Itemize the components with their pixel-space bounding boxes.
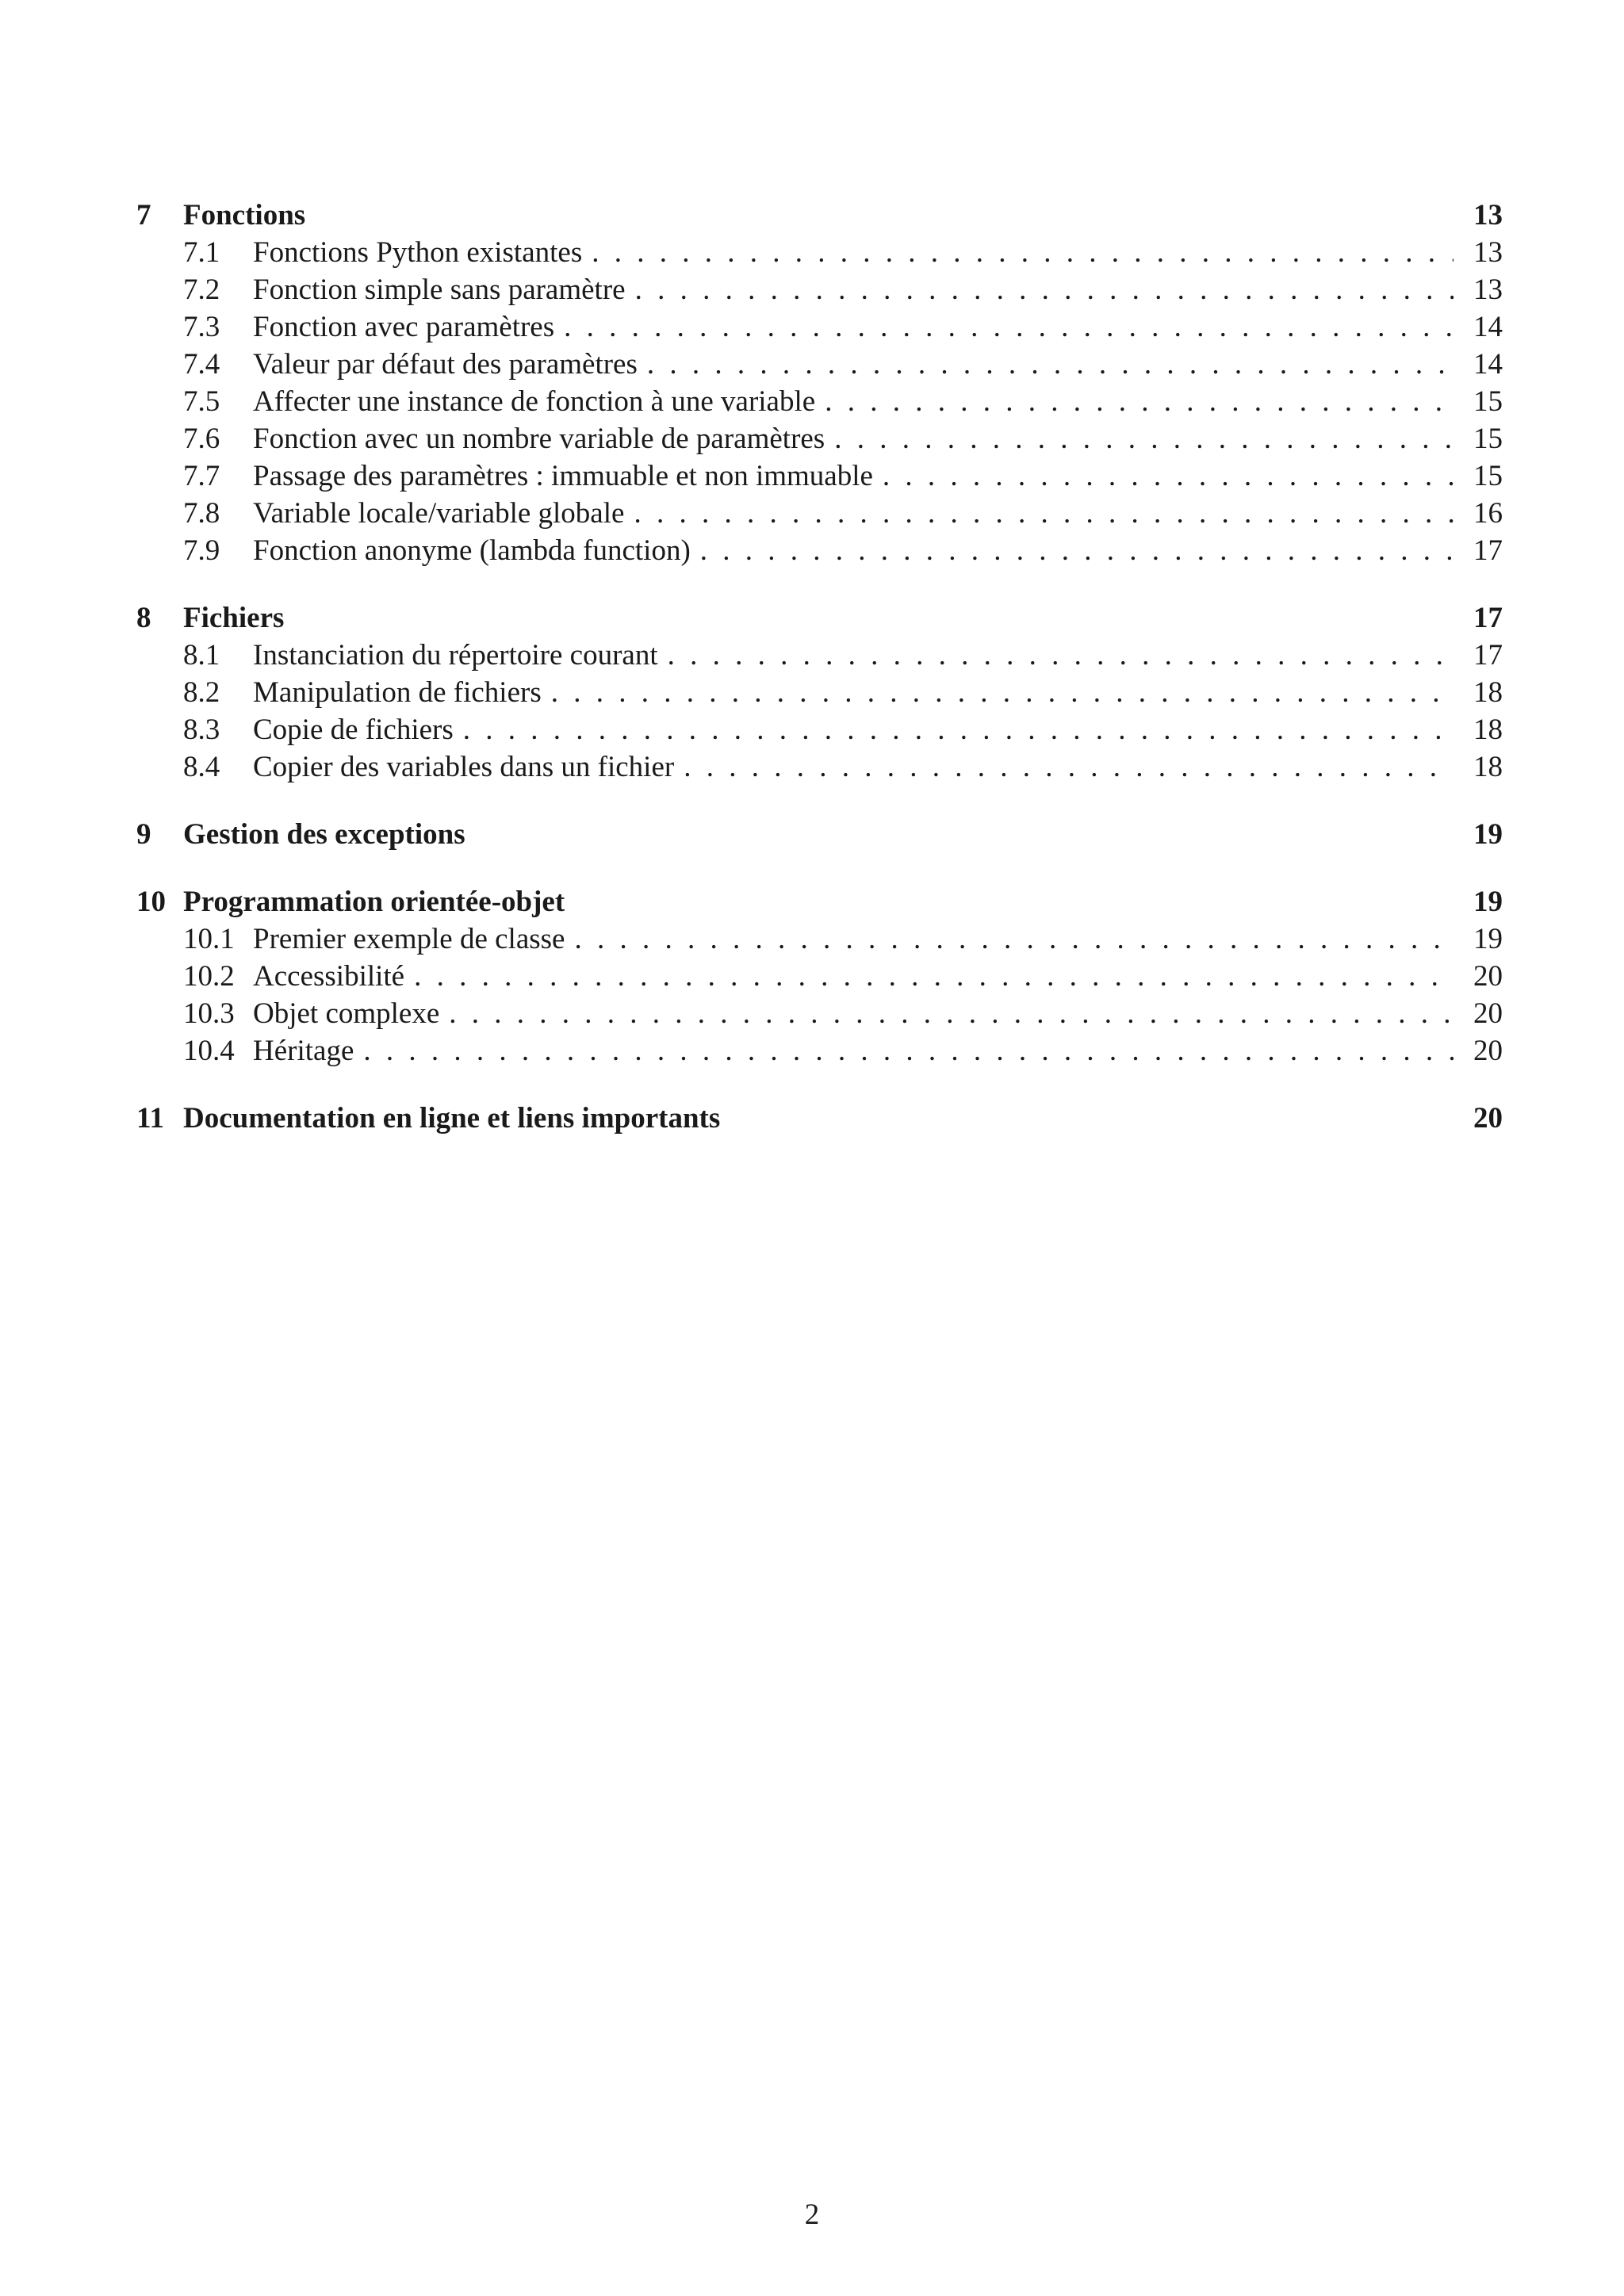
section-page: 20	[1473, 1102, 1503, 1135]
subsection-title: Fonction simple sans paramètre	[253, 274, 626, 306]
toc-section-entry[interactable]	[136, 1100, 1503, 1137]
subsection-number: 7.2	[183, 274, 220, 306]
toc-subsection-entry[interactable]	[136, 958, 1503, 995]
toc-section-entry[interactable]	[136, 197, 1503, 234]
subsection-title: Manipulation de fichiers	[253, 676, 542, 709]
section-title: Gestion des exceptions	[183, 818, 465, 851]
toc-subsection-entry[interactable]	[136, 495, 1503, 532]
subsection-page: 19	[1473, 923, 1503, 955]
section-number: 10	[136, 886, 166, 918]
subsection-page: 17	[1473, 534, 1503, 567]
subsection-number: 7.9	[183, 534, 220, 567]
section-page: 19	[1473, 886, 1503, 918]
section-page: 13	[1473, 199, 1503, 232]
dot-leader	[414, 958, 1454, 995]
subsection-number: 8.4	[183, 751, 220, 783]
subsection-number: 10.3	[183, 997, 235, 1030]
subsection-number: 10.1	[183, 923, 235, 955]
toc-subsection-entry[interactable]	[136, 346, 1503, 383]
toc-section	[136, 599, 1503, 786]
subsection-number: 7.3	[183, 311, 220, 343]
dot-leader	[574, 920, 1454, 958]
dot-leader	[834, 420, 1454, 457]
subsection-title: Valeur par défaut des paramètres	[253, 348, 638, 381]
toc-section-entry[interactable]	[136, 883, 1503, 920]
dot-leader	[449, 995, 1454, 1032]
toc-subsection-entry[interactable]	[136, 995, 1503, 1032]
subsection-page: 14	[1473, 311, 1503, 343]
subsection-title: Passage des paramètres : immuable et non immuable	[253, 460, 873, 492]
section-page: 19	[1473, 818, 1503, 851]
toc-subsection-entry[interactable]	[136, 308, 1503, 346]
subsection-page: 13	[1473, 274, 1503, 306]
subsection-title: Héritage	[253, 1035, 354, 1067]
subsection-page: 15	[1473, 423, 1503, 455]
subsection-number: 7.4	[183, 348, 220, 381]
dot-leader	[684, 748, 1454, 786]
toc-section	[136, 816, 1503, 853]
dot-leader	[647, 346, 1454, 383]
subsection-title: Fonction anonyme (lambda function)	[253, 534, 691, 567]
subsection-number: 7.1	[183, 236, 220, 269]
toc-subsection-entry[interactable]	[136, 420, 1503, 457]
subsection-number: 8.2	[183, 676, 220, 709]
section-number: 7	[136, 199, 151, 232]
subsection-page: 18	[1473, 676, 1503, 709]
toc-subsection-entry[interactable]	[136, 1032, 1503, 1070]
subsection-page: 14	[1473, 348, 1503, 381]
subsection-page: 16	[1473, 497, 1503, 530]
section-title: Documentation en ligne et liens importants	[183, 1102, 721, 1135]
dot-leader	[700, 532, 1454, 569]
section-number: 8	[136, 602, 151, 634]
toc-section	[136, 883, 1503, 1070]
subsection-page: 17	[1473, 639, 1503, 672]
subsection-page: 20	[1473, 960, 1503, 993]
subsection-page: 18	[1473, 714, 1503, 746]
subsection-number: 7.8	[183, 497, 220, 530]
subsection-title: Variable locale/variable globale	[253, 497, 625, 530]
section-title: Fonctions	[183, 199, 306, 232]
subsection-page: 20	[1473, 997, 1503, 1030]
subsection-page: 18	[1473, 751, 1503, 783]
subsection-title: Fonction avec paramètres	[253, 311, 555, 343]
toc-subsection-entry[interactable]	[136, 457, 1503, 495]
subsection-title: Instanciation du répertoire courant	[253, 639, 658, 672]
subsection-title: Fonction avec un nombre variable de paramètres	[253, 423, 825, 455]
section-title: Programmation orientée-objet	[183, 886, 565, 918]
toc-section	[136, 1100, 1503, 1137]
subsection-number: 7.5	[183, 385, 220, 418]
dot-leader	[634, 495, 1454, 532]
dot-leader	[635, 271, 1454, 308]
dot-leader	[592, 234, 1454, 271]
toc-subsection-entry[interactable]	[136, 748, 1503, 786]
subsection-number: 7.7	[183, 460, 220, 492]
toc-subsection-entry[interactable]	[136, 532, 1503, 569]
subsection-page: 13	[1473, 236, 1503, 269]
subsection-title: Copie de fichiers	[253, 714, 454, 746]
toc-subsection-entry[interactable]	[136, 271, 1503, 308]
section-title: Fichiers	[183, 602, 285, 634]
subsection-number: 8.1	[183, 639, 220, 672]
toc-subsection-entry[interactable]	[136, 674, 1503, 711]
toc-subsection-entry[interactable]	[136, 234, 1503, 271]
dot-leader	[463, 711, 1454, 748]
subsection-title: Copier des variables dans un fichier	[253, 751, 675, 783]
toc-section-entry[interactable]	[136, 816, 1503, 853]
table-of-contents	[136, 197, 1503, 1167]
subsection-title: Objet complexe	[253, 997, 440, 1030]
subsection-number: 10.4	[183, 1035, 235, 1067]
subsection-number: 7.6	[183, 423, 220, 455]
dot-leader	[564, 308, 1454, 346]
subsection-title: Premier exemple de classe	[253, 923, 565, 955]
dot-leader	[668, 637, 1454, 674]
subsection-page: 20	[1473, 1035, 1503, 1067]
dot-leader	[883, 457, 1454, 495]
subsection-title: Accessibilité	[253, 960, 405, 993]
subsection-title: Fonctions Python existantes	[253, 236, 583, 269]
toc-subsection-entry[interactable]	[136, 920, 1503, 958]
toc-subsection-entry[interactable]	[136, 711, 1503, 748]
subsection-page: 15	[1473, 385, 1503, 418]
page-number: 2	[804, 2198, 820, 2231]
section-number: 11	[136, 1102, 164, 1135]
section-page: 17	[1473, 602, 1503, 634]
toc-subsection-entry[interactable]	[136, 383, 1503, 420]
dot-leader	[825, 383, 1454, 420]
subsection-page: 15	[1473, 460, 1503, 492]
subsection-title: Affecter une instance de fonction à une variable	[253, 385, 816, 418]
toc-section	[136, 197, 1503, 569]
toc-section-entry[interactable]	[136, 599, 1503, 637]
subsection-number: 10.2	[183, 960, 235, 993]
dot-leader	[551, 674, 1454, 711]
toc-subsection-entry[interactable]	[136, 637, 1503, 674]
section-number: 9	[136, 818, 151, 851]
subsection-number: 8.3	[183, 714, 220, 746]
dot-leader	[363, 1032, 1454, 1070]
